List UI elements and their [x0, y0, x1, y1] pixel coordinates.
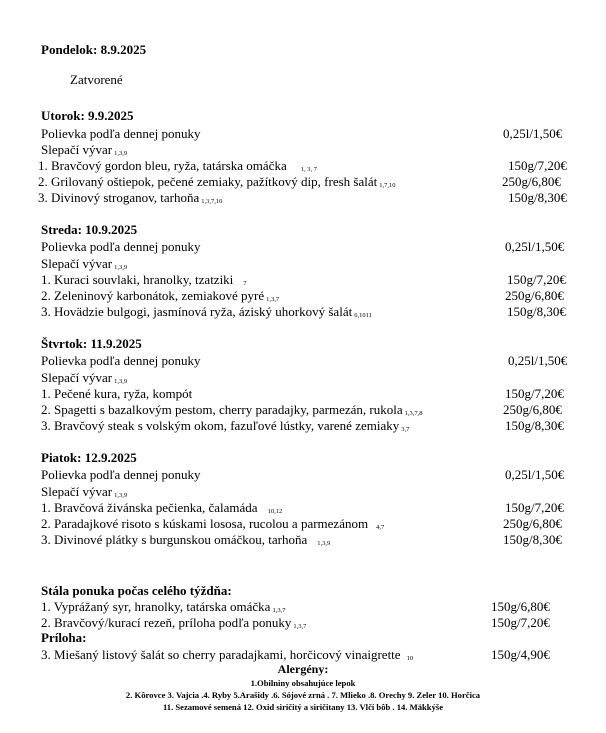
friday-item-soup: Polievka podľa dennej ponuky — [41, 467, 201, 482]
allergens-line-1: 1.Obilniny obsahujúce lepok — [250, 678, 356, 688]
wednesday-item-3: 3. Hovädzie bulgogi, jasmínová ryža, áziský uhorkový šalát $_{6,1011}$ — [41, 304, 372, 319]
allergens-line-3: 11. Sezamové semená 12. Oxid siričitý a siričitany 13. Vlčí bôb . 14. Mäkkýše — [162, 702, 444, 712]
wednesday-price-soup: 0,25l/1,50€ — [505, 239, 565, 254]
allergens-line-2: 2. Kôrovce 3. Vajcia .4. Ryby 5.Arašidy .6. Sójové zrná . 7. Mlieko .8. Orechy 9. Zeler 10. Horčica — [125, 690, 481, 700]
wednesday-price-3: 150g/8,30€ — [507, 304, 566, 319]
friday-item-3: 3. Divinové plátky s burgunskou omáčkou, tarhoňa $_{1,3,9}$ — [41, 532, 331, 547]
tuesday-item-1: 1. Bravčový gordon bleu, ryža, tatárska omáčka $_{1, 3, 7}$ — [38, 158, 317, 173]
thursday-item-1: 1. Pečené kura, ryža, kompót — [41, 386, 193, 401]
tuesday-price-soup: 0,25l/1,50€ — [503, 126, 563, 141]
tuesday-price-2: 250g/6,80€ — [502, 174, 561, 189]
wednesday-item-broth: Slepačí vývar $_{1,3,9}$ — [41, 256, 128, 271]
tuesday-price-1: 150g/7,20€ — [508, 158, 567, 173]
thursday-item-3: 3. Bravčový steak s volským okom, fazuľové lústky, varené zemiaky $_{3,7}$ — [41, 418, 410, 433]
thursday-item-2: 2. Spagetti s bazalkovým pestom, cherry paradajky, parmezán, rukola $_{1,3,7,8}$ — [41, 402, 423, 417]
friday-price-1: 150g/7,20€ — [505, 500, 564, 515]
permanent-item-1: 1. Vyprážaný syr, hranolky, tatárska omáčka $_{1,3,7}$ — [41, 599, 286, 614]
thursday-price-2: 250g/6,80€ — [503, 402, 562, 417]
wednesday-price-1: 150g/7,20€ — [507, 272, 566, 287]
permanent-item-2: 2. Bravčový/kurací rezeň, príloha podľa ponuky $_{1,3,7}$ — [41, 615, 307, 630]
thursday-price-soup: 0,25l/1,50€ — [508, 353, 568, 368]
allergens-title: Alergény: — [277, 662, 329, 676]
tuesday-item-soup: Polievka podľa dennej ponuky — [41, 126, 201, 141]
monday-closed-note: Zatvorené — [70, 72, 123, 87]
permanent-price-2: 150g/7,20€ — [491, 615, 550, 630]
friday-item-1: 1. Bravčová živánska pečienka, čalamáda $_{10,12}$ — [41, 500, 283, 515]
tuesday-item-3: 3. Divinový stroganov, tarhoňa $_{1,3,7,10}$ — [38, 190, 223, 205]
thursday-item-broth: Slepačí vývar $_{1,3,9}$ — [41, 370, 128, 385]
tuesday-item-2: 2. Grilovaný oštiepok, pečené zemiaky, pažítkový dip, fresh šalát $_{1,7,10}$ — [38, 174, 396, 189]
wednesday-item-1: 1. Kuraci souvlaki, hranolky, tzatziki $_7$ — [41, 272, 247, 287]
friday-price-2: 250g/6,80€ — [503, 516, 562, 531]
friday-price-soup: 0,25l/1,50€ — [505, 467, 565, 482]
side-dish-title: Príloha: — [41, 630, 87, 645]
wednesday-item-2: 2. Zeleninový karbonátok, zemiakové pyré $_{1,3,7}$ — [41, 288, 280, 303]
thursday-price-1: 150g/7,20€ — [505, 386, 564, 401]
thursday-price-3: 150g/8,30€ — [505, 418, 564, 433]
friday-item-broth: Slepačí vývar $_{1,3,9}$ — [41, 484, 128, 499]
tuesday-price-3: 150g/8,30€ — [508, 190, 567, 205]
tuesday-title: Utorok: 9.9.2025 — [41, 108, 134, 123]
monday-title: Pondelok: 8.9.2025 — [41, 42, 147, 57]
friday-item-2: 2. Paradajkové risoto s kúskami lososa, rucolou a parmezánom $_{4,7}$ — [41, 516, 385, 531]
side-dish-item: 3. Miešaný listový šalát so cherry paradajkami, horčicový vinaigrette $_{10}$ — [41, 647, 414, 662]
permanent-title: Stála ponuka počas celého týždňa: — [41, 583, 232, 598]
friday-title: Piatok: 12.9.2025 — [41, 450, 137, 465]
friday-price-3: 150g/8,30€ — [503, 532, 562, 547]
tuesday-item-broth: Slepačí vývar $_{1,3,9}$ — [41, 142, 128, 157]
wednesday-price-2: 250g/6,80€ — [505, 288, 564, 303]
wednesday-title: Streda: 10.9.2025 — [41, 222, 138, 237]
thursday-title: Štvrtok: 11.9.2025 — [41, 336, 142, 351]
permanent-price-1: 150g/6,80€ — [491, 599, 550, 614]
side-dish-price: 150g/4,90€ — [491, 647, 550, 662]
wednesday-item-soup: Polievka podľa dennej ponuky — [41, 239, 201, 254]
thursday-item-soup: Polievka podľa dennej ponuky — [41, 353, 201, 368]
